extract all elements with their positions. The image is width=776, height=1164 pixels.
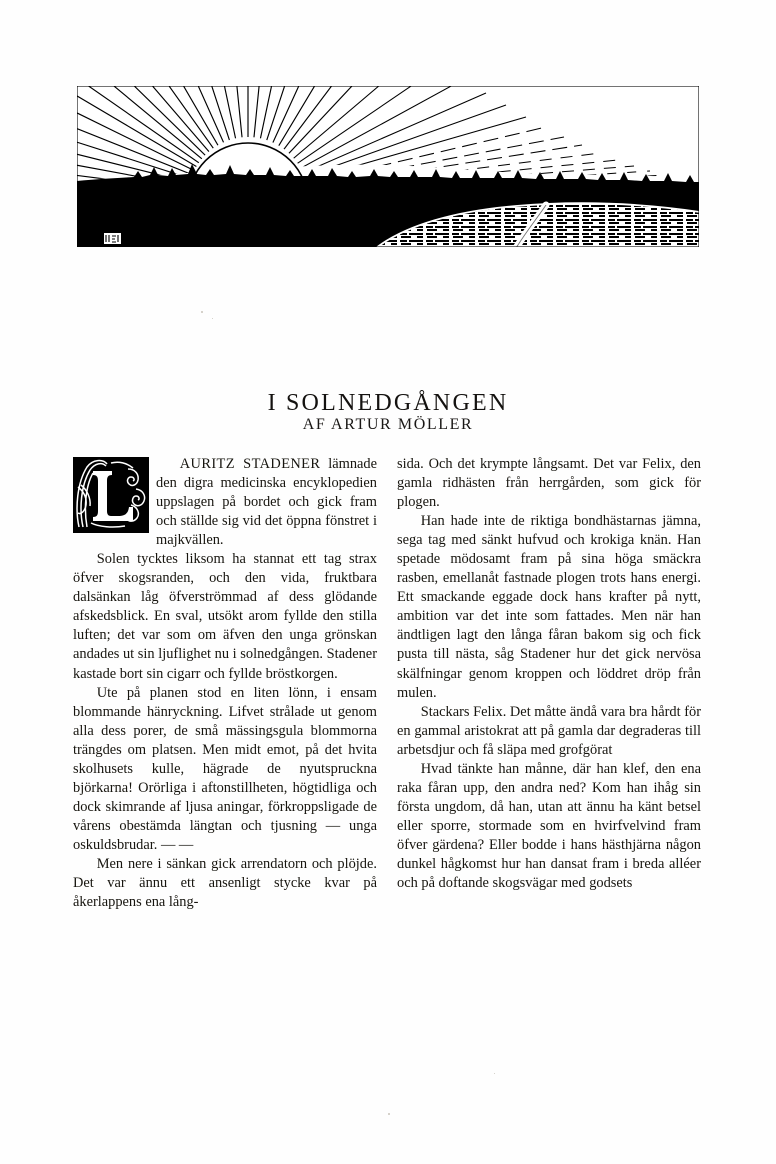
- dropcap-svg: [73, 457, 149, 533]
- paragraph-5: sida. Och det krympte långsamt. Det var Felix, den gamla ridhästen från herrgården, som gick för plogen.: [397, 456, 701, 511]
- ornamental-dropcap-L: [73, 457, 149, 533]
- paragraph-1-text: lämnade den digra medicinska encyklopedien uppslagen på bordet och gick fram och ställde sig vid det öppna fönstret i majkvällen.: [156, 456, 377, 549]
- paragraph-4: Men nere i sänkan gick arrendatorn och plöjde. Det var ännu ett ansenligt stycke kvar på åkerlappens ena lång-: [73, 855, 377, 911]
- paragraph-2: Solen tycktes liksom ha stannat ett tag strax öfver skogsranden, och den vida, fruktbara dalsänkan låg öfverströmmad af dess glödande afskedsblick. En sval, utsökt arom fyllde den stilla luften; det var som om äfven den unga grönskan andades ut sin ljuflighet nu i solnedgången. Stadener kastade bort sin cigarr och fyllde bröstkorgen.: [73, 551, 377, 682]
- artist-monogram-icon: [104, 233, 121, 244]
- text-column-left: [73, 455, 377, 912]
- scan-speckle: [201, 311, 203, 313]
- text-column-right: [397, 455, 701, 893]
- paragraph-1: [73, 455, 377, 550]
- byline: AF ARTUR MÖLLER: [302, 416, 474, 433]
- scan-speckle: [212, 318, 213, 319]
- paragraph-7: Stackars Felix. Det måtte ändå vara bra hårdt för en gammal aristokrat att på gamla dar degraderas till arbetsdjur och få släpa med grofgörat: [397, 703, 701, 758]
- sunset-forest-woodcut-illustration: [76, 85, 700, 248]
- scan-speckle: [494, 1073, 495, 1074]
- paragraph-8: Hvad tänkte han månne, där han klef, den ena raka fåran upp, den andra ned? Kom han ihåg sin första ungdom, då han, utan att ännu ha känt betsel eller sporre, stormade som en hvirfvelvind fram öfver gärdena? Eller bodde i hans hästhjärna någon dunkel hågkomst hur han dansat fram i breda alléer och på doftande skogsvägar med godsets: [397, 760, 701, 892]
- paragraph-1-lead: AURITZ STADENER: [179, 456, 321, 472]
- woodcut-svg: [76, 85, 700, 248]
- paragraph-3: Ute på planen stod en liten lönn, i ensam blommande hänryckning. Lifvet strålade ut genom alla dess porer, de små mässingsgula blommorna trängdes om platsen. Men midt emot, på det hvita skolhusets kulle, hägrade de nyutspruckna björkarna! Orörliga i aftonstillheten, högtidliga och dock skimrande af ljusa aningar, förkroppsligade de vårens obestämda längtan och tjusning — unga oskuldsbrudar. — —: [73, 684, 377, 853]
- paragraph-6: Han hade inte de riktiga bondhästarnas jämna, sega tag med sänkt hufvud och krokiga knän. Han spetade mödosamt fram på sina höga smäckra rasben, emellanåt fastnade plogen trots hans energi. Ett smackande eggade dock hans krafter på nytt, ambition var det inte som fattades. Men när han ändtligen lagt den långa fåran bakom sig och fick pusta till nästa, såg Stadener hur det gick nervösa skälfningar genom kroppen och löddret dröp från mulen.: [397, 513, 701, 701]
- page-title: I SOLNEDGÅNGEN: [267, 390, 509, 417]
- scan-speckle: [388, 1113, 390, 1115]
